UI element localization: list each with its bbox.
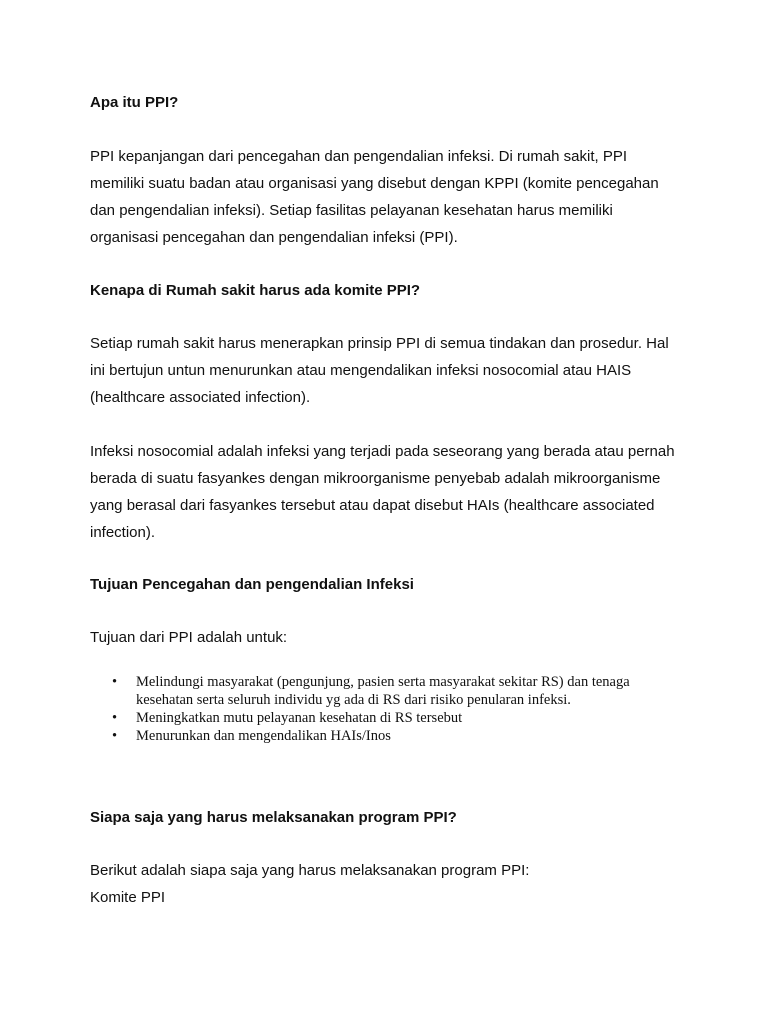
- bullet-icon: •: [112, 728, 118, 744]
- paragraph-infeksi-nosocomial: [90, 438, 690, 546]
- list-item: [90, 673, 670, 709]
- paragraph-line: memiliki suatu badan atau organisasi yang disebut dengan KPPI (komite pencegahan: [90, 175, 659, 192]
- section-heading-kenapa-komite-ppi: [90, 277, 690, 304]
- list-item: [90, 709, 670, 727]
- heading-text: Siapa saja yang harus melaksanakan program PPI?: [90, 809, 457, 826]
- list-item-line: kesehatan serta seluruh individu yg ada di RS dari risiko penularan infeksi.: [136, 692, 571, 708]
- paragraph-line: Setiap rumah sakit harus menerapkan prinsip PPI di semua tindakan dan prosedur. Hal: [90, 335, 669, 352]
- paragraph-line: Berikut adalah siapa saja yang harus melaksanakan program PPI:: [90, 862, 530, 879]
- list-item-line: Meningkatkan mutu pelayanan kesehatan di RS tersebut: [136, 710, 463, 726]
- paragraph-line: (healthcare associated infection).: [90, 389, 311, 406]
- tujuan-bullet-list: [90, 673, 670, 745]
- bullet-icon: •: [112, 674, 118, 690]
- list-item: [90, 727, 670, 745]
- paragraph-line: Infeksi nosocomial adalah infeksi yang terjadi pada seseorang yang berada atau pernah: [90, 443, 675, 460]
- heading-text: Tujuan Pencegahan dan pengendalian Infeksi: [90, 576, 414, 593]
- section-heading-tujuan-ppi: [90, 571, 690, 598]
- heading-text: Apa itu PPI?: [90, 94, 179, 111]
- paragraph-line: dan pengendalian infeksi). Setiap fasilitas pelayanan kesehatan harus memiliki: [90, 202, 613, 219]
- paragraph-line: PPI kepanjangan dari pencegahan dan pengendalian infeksi. Di rumah sakit, PPI: [90, 148, 628, 165]
- paragraph-line: ini bertujun untun menurunkan atau mengendalikan infeksi nosocomial atau HAIS: [90, 362, 632, 379]
- list-item-line: Menurunkan dan mengendalikan HAIs/Inos: [136, 728, 391, 744]
- paragraph-line: Komite PPI: [90, 889, 166, 906]
- bullet-icon: •: [112, 710, 118, 726]
- paragraph-pelaksana-ppi: [90, 857, 690, 911]
- paragraph-tujuan-intro: [90, 624, 690, 651]
- paragraph-line: infection).: [90, 524, 156, 541]
- paragraph-line: berada di suatu fasyankes dengan mikroorganisme penyebab adalah mikroorganisme: [90, 470, 661, 487]
- paragraph-line: Tujuan dari PPI adalah untuk:: [90, 629, 288, 646]
- paragraph-line: yang berasal dari fasyankes tersebut atau dapat disebut HAIs (healthcare associated: [90, 497, 655, 514]
- section-heading-siapa-pelaksana-ppi: [90, 804, 690, 831]
- list-item-line: Melindungi masyarakat (pengunjung, pasien serta masyarakat sekitar RS) dan tenaga: [136, 674, 630, 690]
- section-heading-apa-itu-ppi: [90, 89, 690, 116]
- paragraph-prinsip-ppi: [90, 330, 690, 411]
- heading-text: Kenapa di Rumah sakit harus ada komite PPI?: [90, 282, 421, 299]
- paragraph-line: organisasi pencegahan dan pengendalian infeksi (PPI).: [90, 229, 458, 246]
- paragraph-ppi-definition: [90, 143, 690, 251]
